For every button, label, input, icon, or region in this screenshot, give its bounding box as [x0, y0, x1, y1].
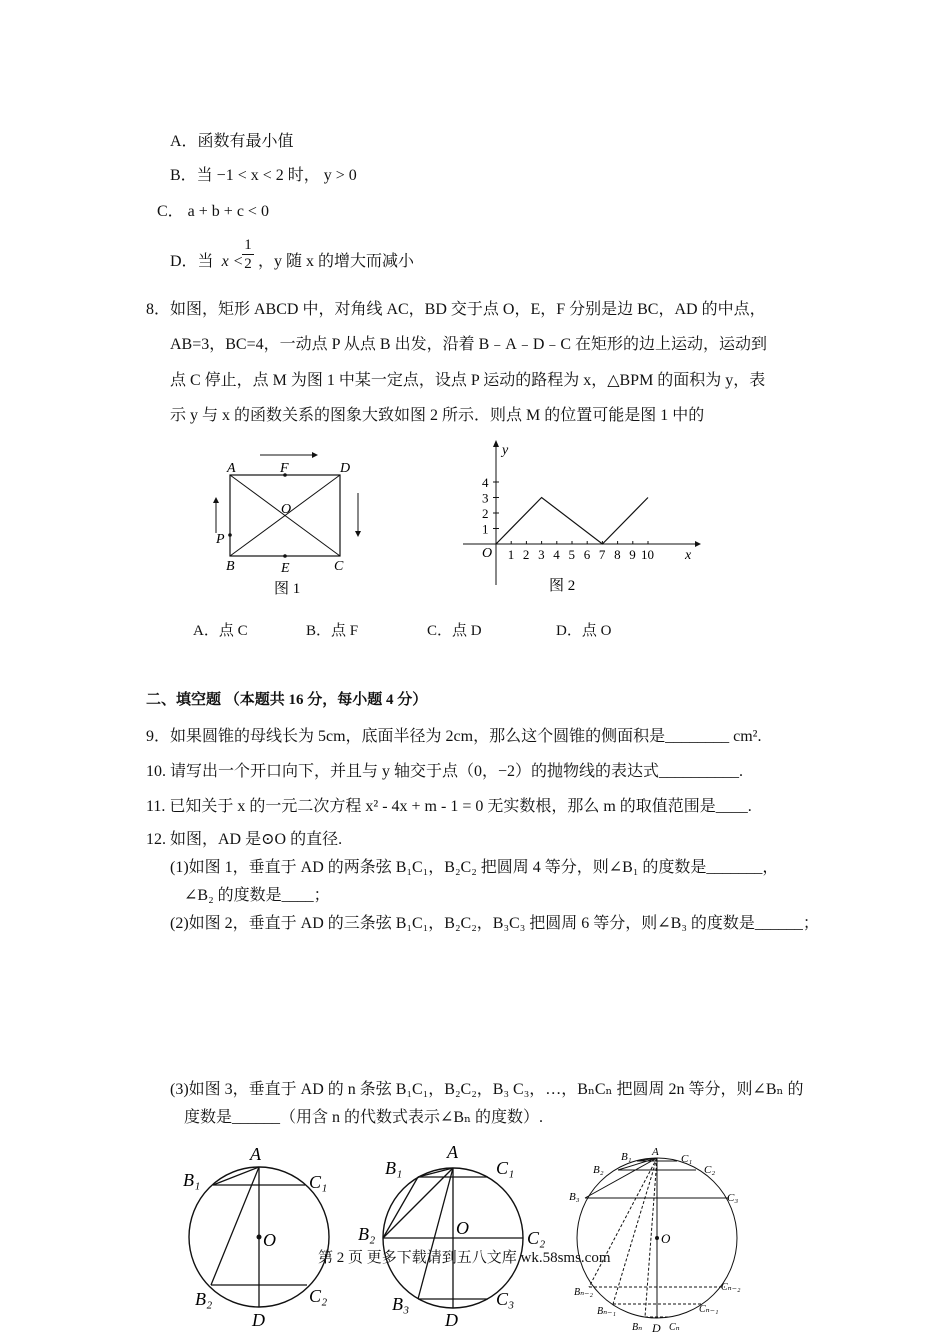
x-tick-label: 3 [538, 547, 545, 562]
c1-label-a: A [250, 1144, 261, 1164]
c1-label-o: O [263, 1230, 276, 1250]
center-o [655, 1236, 659, 1240]
label-p: P [216, 532, 225, 547]
y-tick-label: 4 [482, 475, 489, 490]
q7-option-a: A．函数有最小值 [170, 133, 294, 150]
section-2-heading: 二、填空题 （本题共 16 分，每小题 4 分） [146, 692, 428, 708]
arrow-right-head [355, 531, 361, 537]
fraction-denominator: 2 [242, 254, 254, 273]
x-tick-label: 6 [583, 547, 591, 562]
c2-label-c3: C₃ [496, 1289, 515, 1309]
q12-part2: (2)如图 2，垂直于 AD 的三条弦 B₁C₁，B₂C₂，B₃C₃ 把圆周 6 等分，则∠B₃ 的度数是______； [170, 915, 819, 932]
c3-label-cn2: Cₙ₋₂ [721, 1282, 741, 1293]
c3-label-o: O [661, 1231, 671, 1246]
x-tick-label: 2 [522, 547, 530, 562]
q7-option-c: C． a + b + c < 0 [157, 203, 269, 220]
x-tick-label: 7 [598, 547, 606, 562]
x-tick-label: 4 [553, 547, 560, 562]
q8-option-c: C．点 D [427, 623, 482, 639]
point-p [228, 533, 232, 537]
circle-figure-2 [355, 1140, 555, 1344]
c3-label-bn1: Bₙ₋₁ [597, 1306, 616, 1317]
origin-label: O [482, 546, 493, 561]
c1-label-c1: C₁ [309, 1172, 328, 1192]
q10: 10. 请写出一个开口向下，并且与 y 轴交于点（0，−2）的抛物线的表达式__________. [146, 763, 744, 780]
c1-label-c2: C₂ [309, 1286, 328, 1306]
q7-option-d [170, 248, 243, 271]
y-axis-label: y [502, 443, 509, 458]
q12-part1-b: ∠B₂ 的度数是____； [184, 887, 330, 904]
q8-line4: 示 y 与 x 的函数关系的图象大致如图 2 所示．则点 M 的位置可能是图 1 中的 [170, 407, 705, 424]
q7-option-d-ineq: x < [221, 253, 244, 270]
label-d: D [340, 461, 351, 476]
point-e [283, 554, 287, 558]
q8-option-b: B．点 F [306, 623, 359, 639]
c2-label-c2: C₂ [527, 1228, 546, 1248]
q8-option-a: A．点 C [193, 623, 248, 639]
c3-label-b3: B₃ [569, 1191, 580, 1203]
y-axis-arrow [493, 440, 499, 447]
label-a: A [227, 461, 236, 476]
c2-label-o: O [456, 1218, 469, 1238]
c1-label-b1: B₁ [183, 1170, 201, 1190]
y-tick-label: 3 [482, 490, 489, 506]
c1-label-b2: B₂ [195, 1289, 213, 1309]
fraction-one-half [242, 236, 254, 273]
q7-option-b: B．当 −1 < x < 2 时， y > 0 [170, 167, 357, 184]
c3-label-cn1: Cₙ₋₁ [699, 1304, 719, 1315]
label-f: F [280, 461, 289, 476]
figure-2-graph [455, 435, 705, 600]
figure-1-caption: 图 1 [274, 581, 301, 597]
segment-ab3 [418, 1168, 453, 1299]
x-tick-label: 10 [641, 547, 654, 562]
x-axis-label: x [685, 548, 692, 563]
label-e: E [281, 561, 290, 576]
page-footer: 第 2 页 更多下载请到五八文库 wk.58sms.com [318, 1250, 611, 1266]
q8-line3: 点 C 停止，点 M 为图 1 中某一定点，设点 P 运动的路程为 x，△BPM 的面积为 y，表 [170, 372, 766, 389]
c2-label-a: A [447, 1142, 458, 1162]
c3-label-c1: C₁ [681, 1153, 693, 1165]
c3-label-b2: B₂ [593, 1164, 604, 1176]
c2-label-b2: B₂ [358, 1224, 376, 1244]
x-tick-label: 5 [568, 547, 575, 562]
arrow-top-head [312, 452, 318, 458]
circle-figure-3 [565, 1140, 755, 1344]
q11: 11. 已知关于 x 的一元二次方程 x² - 4x + m - 1 = 0 无实数根，那么 m 的取值范围是____. [146, 798, 752, 815]
q12-part3-b: 度数是______（用含 n 的代数式表示∠Bₙ 的度数）. [184, 1109, 544, 1126]
label-o: O [281, 502, 292, 517]
q7-option-d-suffix: ，y 随 x 的增大而减小 [258, 253, 415, 270]
c2-label-c1: C₁ [496, 1158, 515, 1178]
figure-1-rectangle [200, 445, 380, 605]
y-tick-label: 2 [482, 506, 489, 521]
label-b: B [226, 559, 235, 574]
q12-part1-a: (1)如图 1，垂直于 AD 的两条弦 B₁C₁，B₂C₂ 把圆周 4 等分，则∠B₁ 的度数是_______， [170, 859, 779, 876]
c3-label-c3: C₃ [727, 1192, 739, 1204]
fraction-numerator: 1 [244, 237, 252, 253]
q8-option-d: D．点 O [556, 623, 612, 639]
segment-ab2 [383, 1168, 453, 1238]
series-line [496, 498, 648, 545]
c3-label-b1: B₁ [621, 1151, 632, 1163]
circle-figure-1 [175, 1140, 345, 1344]
c2-label-d: D [445, 1310, 458, 1330]
x-tick-label: 1 [507, 547, 515, 562]
c3-label-bn: Bₙ [632, 1322, 643, 1333]
y-tick-label: 1 [482, 521, 489, 537]
segment-abn1 [613, 1158, 657, 1304]
q9: 9．如果圆锥的母线长为 5cm，底面半径为 2cm，那么这个圆锥的侧面积是________ cm². [146, 728, 762, 745]
q8-line2: AB=3，BC=4，一动点 P 从点 B 出发，沿着 B﹣A﹣D﹣C 在矩形的边上运动，运动到 [170, 336, 768, 353]
x-tick-label: 8 [614, 547, 621, 562]
q12-part3-a: (3)如图 3，垂直于 AD 的 n 条弦 B₁C₁，B₂C₂，B₃ C₃，…，BₙCₙ 把圆周 2n 等分，则∠Bₙ 的 [170, 1081, 804, 1098]
center-o [257, 1235, 262, 1240]
c3-label-bn2: Bₙ₋₂ [574, 1287, 593, 1298]
c2-label-b3: B₃ [392, 1294, 410, 1314]
q7-option-d-prefix: D．当 [170, 253, 214, 270]
q8-line1: 8．如图，矩形 ABCD 中，对角线 AC，BD 交于点 O，E，F 分别是边 BC，AD 的中点， [146, 301, 766, 318]
c2-label-b1: B₁ [385, 1158, 403, 1178]
figure-2-caption: 图 2 [549, 578, 576, 594]
c3-label-cn: Cₙ [669, 1322, 680, 1333]
c3-label-d: D [652, 1321, 661, 1335]
x-axis-arrow [695, 541, 701, 547]
c3-label-c2: C₂ [704, 1164, 716, 1176]
label-c: C [334, 559, 344, 574]
q12-intro: 12. 如图，AD 是⊙O 的直径. [146, 831, 343, 848]
c1-label-d: D [252, 1310, 265, 1330]
x-tick-label: 9 [629, 547, 636, 562]
c3-label-a: A [652, 1146, 659, 1158]
arrow-left-head [213, 497, 219, 503]
